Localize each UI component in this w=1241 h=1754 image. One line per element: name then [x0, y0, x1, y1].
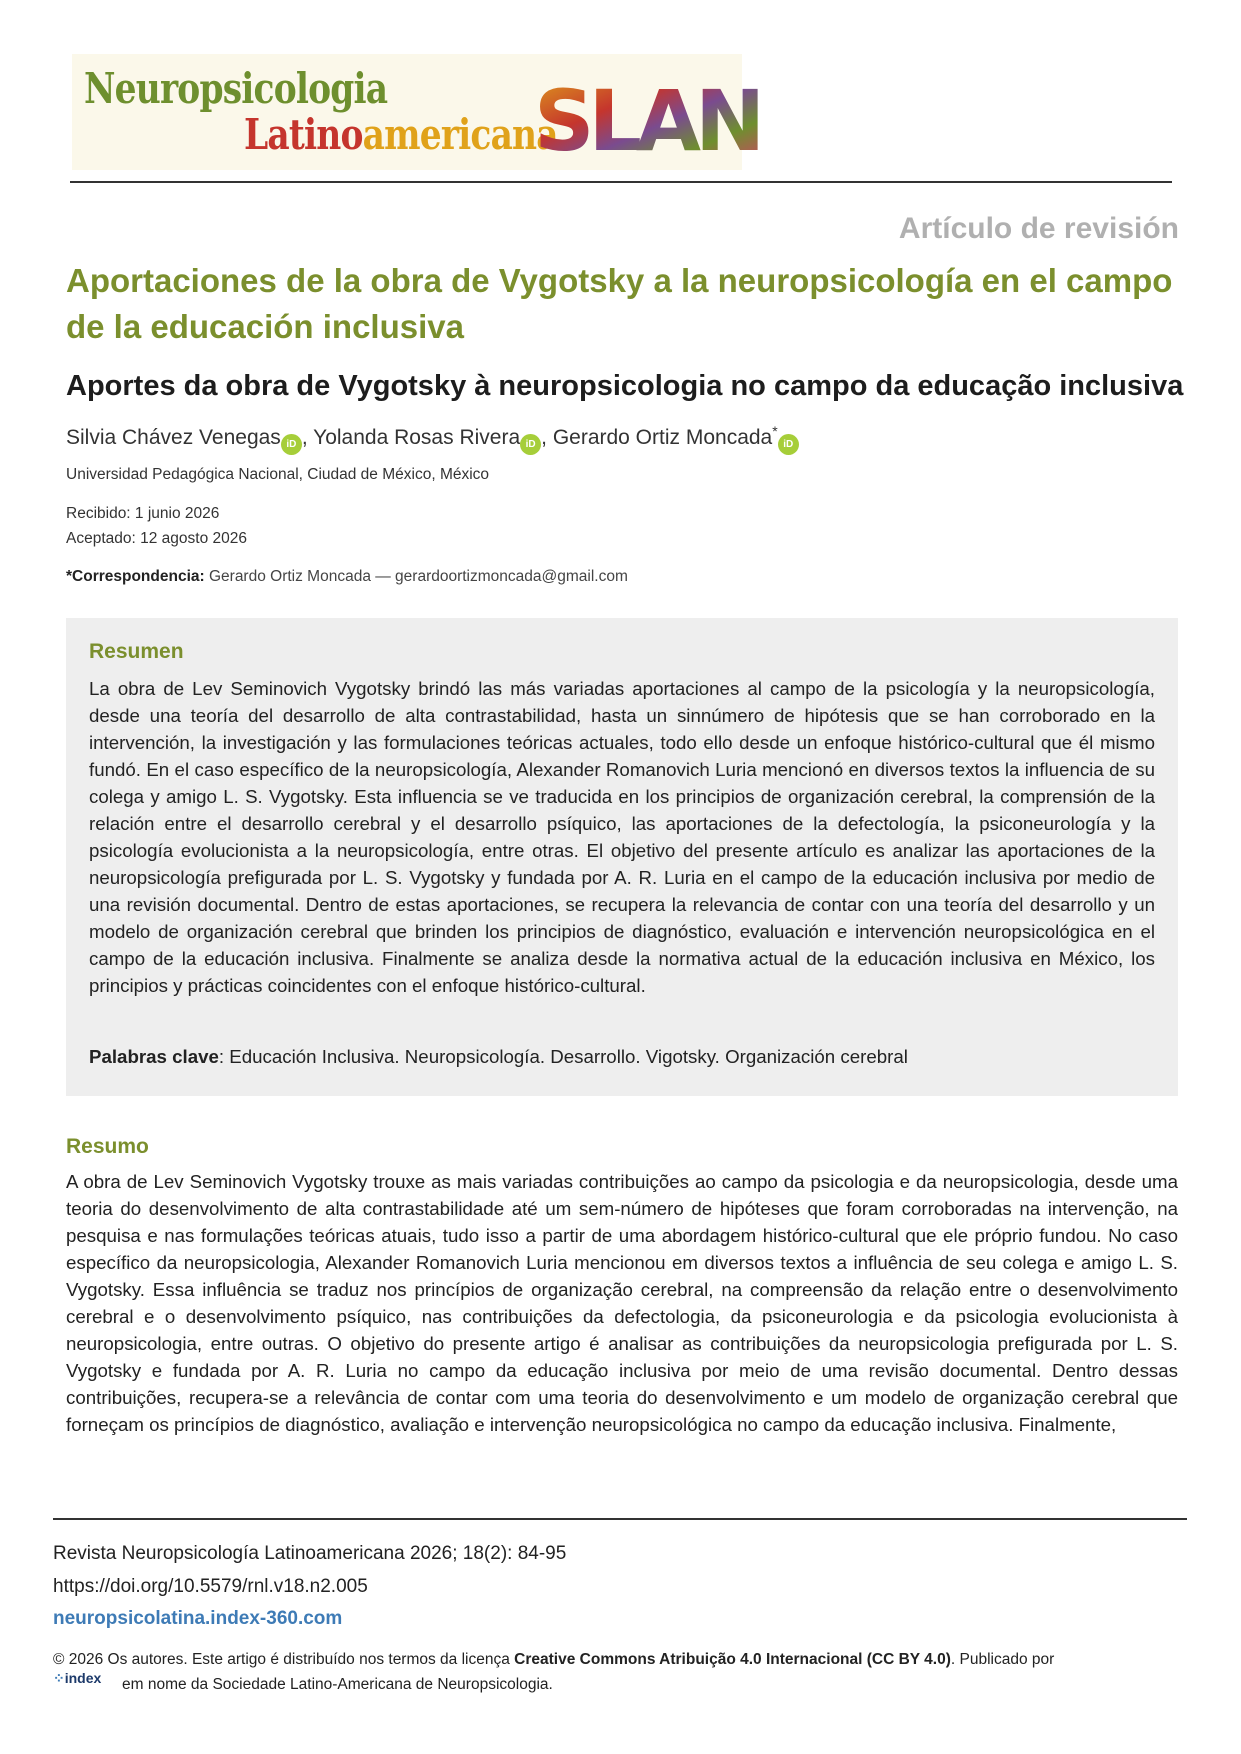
license-line-1: © 2026 Os autores. Este artigo é distribuído nos termos da licença Creative Commons Atribuição 4.0 Internacional (CC BY 4.0). Publicado por — [53, 1651, 1055, 1668]
index-dots-icon: ⁘ — [53, 1670, 65, 1686]
author-name: Gerardo Ortiz Moncada — [552, 426, 773, 449]
title-spanish: Aportaciones de la obra de Vygotsky a la neuropsicología en el campo de la educación inclusiva — [66, 262, 1173, 345]
resumo-text: A obra de Lev Seminovich Vygotsky trouxe as mais variadas contribuições ao campo da psicologia e da neuropsicologia, desde uma teoria do desenvolvimento de alta contrastabilidade até um sem-número de hipóteses que foram corroboradas na intervenção, na pesquisa e nas formulações teóricas atuais, tudo isso a partir de uma abordagem histórico-cultural que ele próprio fundou. No caso específico da neuropsicologia, Alexander Romanovich Luria mencionou em diversos textos a influência de seu colega e amigo L. S. Vygotsky. Essa influência se traduz nos princípios de organização cerebral, na compreensão da relação entre o desenvolvimento cerebral e o desenvolvimento psíquico, nas contribuições da defectologia, da psiconeurologia e da psicologia evolucionista à neuropsicologia, entre outras. O objetivo do presente artigo é analisar as contribuições da neuropsicologia prefigurada por L. S. Vygotsky e fundada por A. R. Luria no campo da educação inclusiva por meio de uma revisão documental. Dentro dessas contribuições, recupera-se a relevância de contar com uma teoria do desenvolvimento e um modelo de organização cerebral que forneçam os princípios de diagnóstico, avaliação e intervenção neuropsicológica no campo da educação inclusiva. Finalmente, — [66, 1171, 1178, 1435]
corresponding-author-marker: * — [772, 423, 778, 439]
orcid-icon[interactable]: iD — [520, 434, 541, 455]
article-type: Artículo de revisión — [898, 212, 1179, 245]
index-logo: ⁘index — [53, 1670, 102, 1686]
author-name: Yolanda Rosas Rivera — [313, 426, 521, 449]
title-portuguese: Aportes da obra de Vygotsky à neuropsicologia no campo da educação inclusiva — [66, 370, 1184, 402]
resumo-heading: Resumo — [66, 1135, 149, 1158]
keywords: Palabras clave: Educación Inclusiva. Neuropsicología. Desarrollo. Vigotsky. Organización cerebral — [89, 1046, 908, 1067]
slan-logo-mark — [534, 68, 760, 170]
journal-citation: Revista Neuropsicología Latinoamericana 2026; 18(2): 84-95 — [53, 1543, 567, 1564]
affiliation: Universidad Pedagógica Nacional, Ciudad de México, México — [66, 466, 490, 483]
author-separator: , — [301, 426, 314, 449]
header-rule — [70, 181, 1172, 183]
accepted-date: Aceptado: 12 agosto 2026 — [66, 530, 247, 547]
correspondence: *Correspondencia: Gerardo Ortiz Moncada — gerardoortizmoncada@gmail.com — [66, 568, 628, 585]
footer-rule — [53, 1518, 1187, 1520]
received-date: Recibido: 1 junio 2026 — [66, 505, 220, 522]
doi-link[interactable]: https://doi.org/10.5579/rnl.v18.n2.005 — [53, 1576, 368, 1597]
slan-text: SLAN — [534, 72, 760, 170]
author-list — [66, 423, 799, 455]
author-separator: , — [541, 426, 553, 449]
logo-line-2: Latinoamericana — [244, 110, 558, 159]
author-name: Silvia Chávez Venegas — [66, 426, 281, 449]
license-line-2: em nome da Sociedade Latino-Americana de Neuropsicologia. — [122, 1676, 553, 1693]
abstract-box — [66, 618, 1178, 1096]
resumen-text: La obra de Lev Seminovich Vygotsky brindó las más variadas aportaciones al campo de la psicología y la neuropsicología, desde una teoría del desarrollo de alta contrastabilidad, hasta un sinnúmero de hipótesis que se han corroborado en la intervención, la investigación y las formulaciones teóricas actuales, todo ello desde un enfoque histórico-cultural que él mismo fundó. En el caso específico de la neuropsicología, Alexander Romanovich Luria mencionó en diversos textos la influencia de su colega y amigo L. S. Vygotsky. Esta influencia se ve traducida en los principios de organización cerebral, la comprensión de la relación entre el desarrollo cerebral y el desarrollo psíquico, las aportaciones de la defectología, la psiconeurología y la psicología evolucionista a la neuropsicología, entre otras. El objetivo del presente artículo es analizar las aportaciones de la neuropsicología prefigurada por L. S. Vygotsky y fundada por A. R. Luria en el campo de la educación inclusiva por medio de una revisión documental. Dentro de estas aportaciones, se recupera la relevancia de contar con una teoría del desarrollo y un modelo de organización cerebral que brinden los principios de diagnóstico, evaluación e intervención neuropsicológica en el campo de la educación inclusiva. Finalmente se analiza desde la normativa actual de la educación inclusiva en México, los principios y prácticas coincidentes con el enfoque histórico-cultural. — [89, 678, 1155, 996]
journal-website-link[interactable]: neuropsicolatina.index-360.com — [53, 1608, 343, 1629]
orcid-icon[interactable]: iD — [281, 434, 302, 455]
logo-line-1: Neuropsicologia — [84, 64, 388, 113]
resumen-heading: Resumen — [89, 640, 184, 663]
license-link: Creative Commons Atribuição 4.0 Internacional (CC BY 4.0) — [514, 1651, 951, 1668]
orcid-icon[interactable]: iD — [778, 434, 799, 455]
journal-logo — [72, 54, 760, 170]
